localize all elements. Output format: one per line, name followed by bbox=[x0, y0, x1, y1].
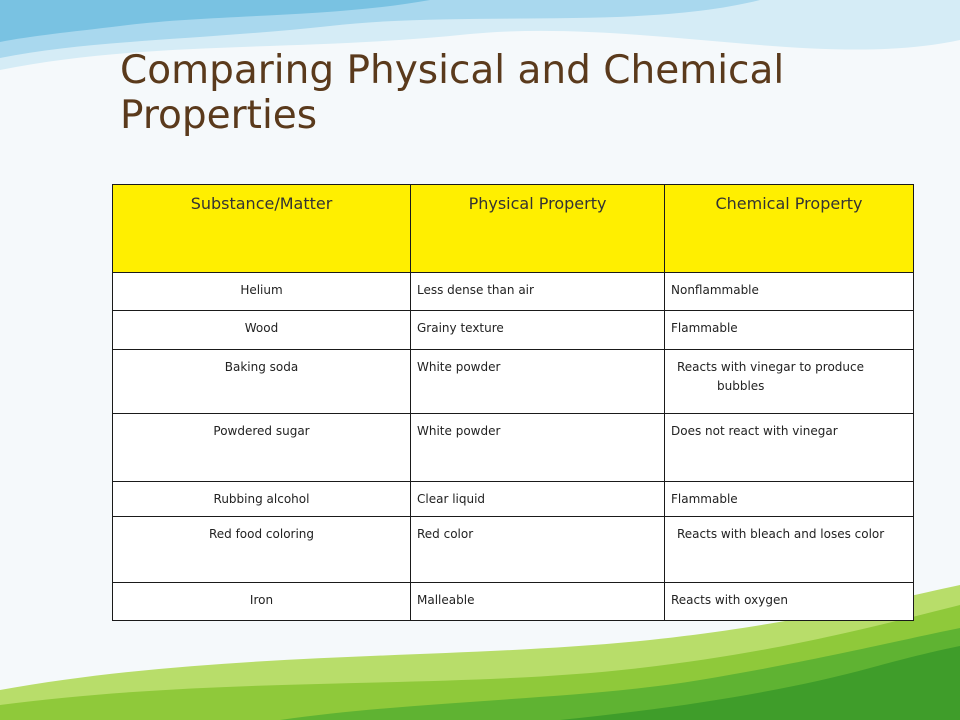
chemical-property-cell: Reacts with vinegar to produce bubbles bbox=[677, 360, 865, 393]
table-row bbox=[113, 517, 914, 583]
substance-cell: Wood bbox=[113, 311, 411, 350]
substance-cell: Rubbing alcohol bbox=[113, 482, 411, 517]
physical-property-cell: Red color bbox=[411, 517, 665, 583]
table-row bbox=[113, 311, 914, 350]
physical-property-cell: Clear liquid bbox=[411, 482, 665, 517]
physical-property-cell: Malleable bbox=[411, 583, 665, 621]
substance-cell: Helium bbox=[113, 273, 411, 311]
table-row bbox=[113, 273, 914, 311]
substance-cell: Powdered sugar bbox=[113, 414, 411, 482]
table-row bbox=[113, 583, 914, 621]
chemical-property-cell: Nonflammable bbox=[665, 273, 914, 311]
substance-cell: Red food coloring bbox=[113, 517, 411, 583]
physical-property-cell: White powder bbox=[411, 414, 665, 482]
table-row bbox=[113, 482, 914, 517]
properties-table bbox=[112, 184, 914, 621]
column-header-physical-property: Physical Property bbox=[411, 185, 665, 273]
column-header-substance: Substance/Matter bbox=[113, 185, 411, 273]
physical-property-cell: Grainy texture bbox=[411, 311, 665, 350]
substance-cell: Iron bbox=[113, 583, 411, 621]
chemical-property-cell: Flammable bbox=[665, 482, 914, 517]
physical-property-cell: White powder bbox=[411, 350, 665, 414]
table-header-row bbox=[113, 185, 914, 273]
column-header-chemical-property: Chemical Property bbox=[665, 185, 914, 273]
chemical-property-cell: Does not react with vinegar bbox=[665, 414, 914, 482]
physical-property-cell: Less dense than air bbox=[411, 273, 665, 311]
substance-cell: Baking soda bbox=[113, 350, 411, 414]
table-row bbox=[113, 414, 914, 482]
slide-title: Comparing Physical and Chemical Properties bbox=[120, 48, 785, 138]
chemical-property-cell: Flammable bbox=[665, 311, 914, 350]
chemical-property-cell: Reacts with oxygen bbox=[665, 583, 914, 621]
chemical-property-cell: Reacts with bleach and loses color bbox=[677, 527, 885, 541]
table-row bbox=[113, 350, 914, 414]
